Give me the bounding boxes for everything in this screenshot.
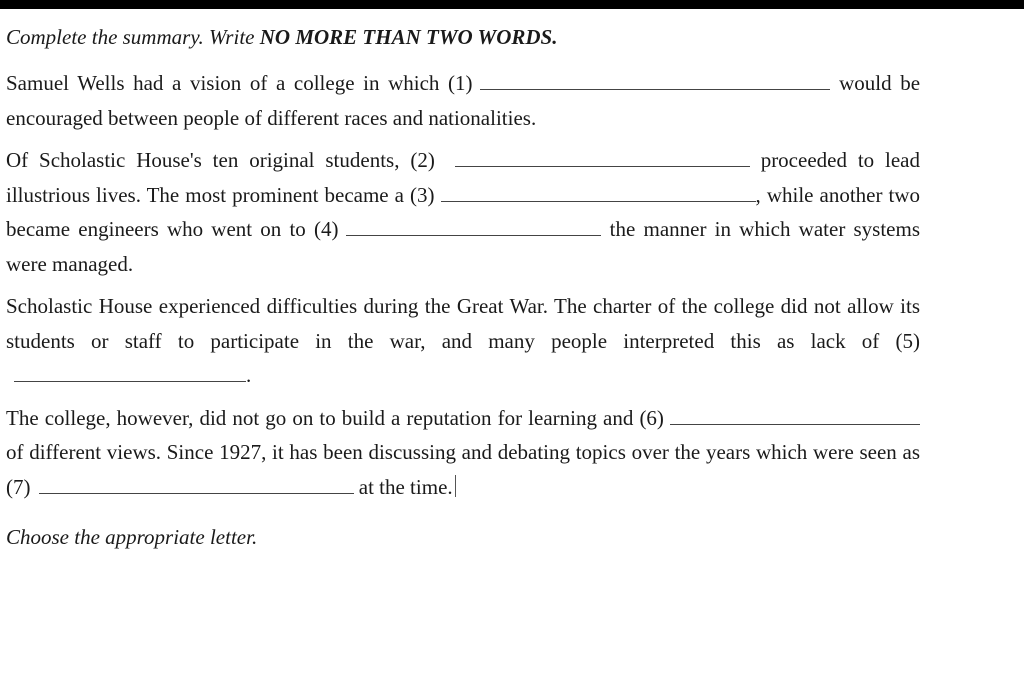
blank-4[interactable]	[346, 217, 601, 236]
top-black-bar	[0, 0, 1024, 9]
blank-5[interactable]	[14, 363, 246, 382]
blank-6[interactable]	[670, 406, 920, 425]
blank-1[interactable]	[480, 71, 830, 90]
p3-text-1: Scholastic House experienced difficulties during the Great War. The charter of the college did not allow its students or staff to participate in the war, and many people interpreted this as lack of (5)	[6, 294, 920, 353]
p1-text-2: would be encouraged between people of different races and nationalities.	[6, 71, 921, 130]
p2-text-4: the manner in which water systems were managed.	[6, 217, 921, 276]
instruction-text	[6, 22, 920, 52]
paragraph-4	[6, 401, 920, 505]
paragraph-1	[6, 66, 920, 135]
text-cursor	[455, 475, 456, 497]
closing-instruction: Choose the appropriate letter.	[6, 525, 258, 549]
p3-text-2: .	[246, 363, 252, 387]
p2-text-3: , while another two became engineers who went on to (4)	[6, 182, 920, 241]
summary-document	[6, 22, 920, 552]
blank-7[interactable]	[39, 475, 354, 494]
p1-text-1: Samuel Wells had a vision of a college in which (1)	[6, 71, 473, 95]
p4-text-2: of different views. Since 1927, it has been discussing and debating topics over the years which were seen as (7)	[6, 440, 920, 499]
blank-2[interactable]	[455, 148, 750, 167]
blank-3[interactable]	[441, 183, 756, 202]
p2-text-2: proceeded to lead illustrious lives. The most prominent became a (3)	[6, 148, 921, 207]
paragraph-2	[6, 143, 920, 281]
paragraph-3	[6, 289, 920, 393]
instruction-emphasis: NO MORE THAN TWO WORDS.	[259, 25, 558, 49]
p4-text-3: at the time.	[358, 474, 453, 499]
p2-text-1: Of Scholastic House's ten original students, (2)	[6, 148, 435, 172]
p4-text-1: The college, however, did not go on to build a reputation for learning and (6)	[6, 405, 664, 430]
instruction-prefix: Complete the summary. Write	[6, 25, 260, 49]
